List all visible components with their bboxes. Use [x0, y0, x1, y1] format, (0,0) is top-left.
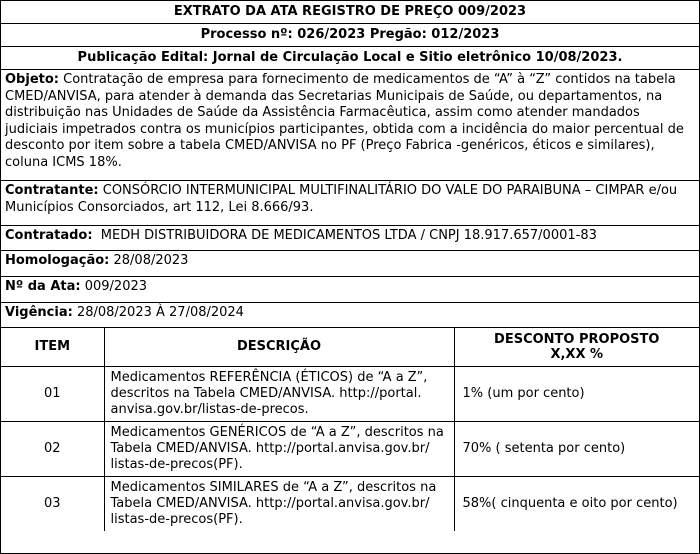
items-table [1, 328, 699, 531]
cell-item: 01 [1, 366, 104, 421]
cell-desconto: 70% ( setenta por cento) [454, 421, 699, 476]
contratado-section [1, 226, 699, 251]
contratado-text: MEDH DISTRIBUIDORA DE MEDICAMENTOS LTDA / CNPJ 18.917.657/0001-83 [92, 228, 597, 243]
objeto-label: Objeto: [5, 72, 59, 87]
cell-item: 02 [1, 421, 104, 476]
header-item: ITEM [1, 328, 104, 366]
objeto-text: Contratação de empresa para fornecimento de medicamentos de “A” à “Z” contidos na tabela CMED/ANVISA, para atender à demanda das Secretarias Municipais de Saúde, ou departamentos, na distribuição nas Unidades de Saúde da Assistência Farmacêutica, assim como atender mandados judiciais impetrados contra os municípios participantes, obtida com a incidência do maior percentual de desconto por item sobre a tabela CMED/ANVISA no PF (Preço Fabrica -genéricos, éticos e similares), coluna ICMS 18%. [5, 72, 684, 170]
cell-item: 03 [1, 476, 104, 531]
vigencia-text: 28/08/2023 À 27/08/2024 [72, 305, 244, 320]
vigencia-label: Vigência: [5, 305, 73, 320]
contratante-label: Contratante: [5, 183, 99, 198]
contratante-text: CONSÓRCIO INTERMUNICIPAL MULTIFINALITÁRIO DO VALE DO PARAIBUNA – CIMPAR e/ou Municípios Consorciados, art 112, Lei 8.666/93. [5, 183, 678, 215]
table-row [1, 476, 699, 531]
processo-line: Processo nº: 026/2023 Pregão: 012/2023 [1, 24, 699, 47]
header-descricao: DESCRIÇÃO [104, 328, 454, 366]
contratante-section [1, 181, 699, 226]
header-desconto-line2: X,XX % [550, 346, 604, 362]
ata-text: 009/2023 [80, 279, 148, 294]
cell-desconto: 1% (um por cento) [454, 366, 699, 421]
header-desconto-line1: DESCONTO PROPOSTO [494, 331, 660, 347]
document-title: EXTRATO DA ATA REGISTRO DE PREÇO 009/2023 [1, 1, 699, 24]
cell-desconto: 58%( cinquenta e oito por cento) [462, 495, 678, 511]
homologacao-section [1, 251, 699, 277]
cell-descricao: Medicamentos GENÉRICOS de “A a Z”, descritos na Tabela CMED/ANVISA. http://portal.anvisa.gov.br/ listas-de-precos(PF). [104, 421, 454, 476]
table-row [1, 366, 699, 421]
ata-section [1, 277, 699, 303]
homologacao-text: 28/08/2023 [109, 253, 189, 268]
contratado-label: Contratado: [5, 228, 93, 243]
publicacao-line: Publicação Edital: Jornal de Circulação Local e Sitio eletrônico 10/08/2023. [1, 47, 699, 70]
objeto-section [1, 70, 699, 181]
cell-descricao: Medicamentos REFERÊNCIA (ÉTICOS) de “A a Z”, descritos na Tabela CMED/ANVISA. http://portal. anvisa.gov.br/listas-de-precos. [104, 366, 454, 421]
cell-descricao: Medicamentos SIMILARES de “A a Z”, descritos na Tabela CMED/ANVISA. http://portal.anvisa.gov.br/ listas-de-precos(PF). [104, 476, 454, 531]
table-header-row [1, 328, 699, 366]
table-row [1, 421, 699, 476]
homologacao-label: Homologação: [5, 253, 110, 268]
vigencia-section [1, 303, 699, 328]
header-desconto [454, 328, 699, 366]
ata-label: Nº da Ata: [5, 279, 81, 294]
